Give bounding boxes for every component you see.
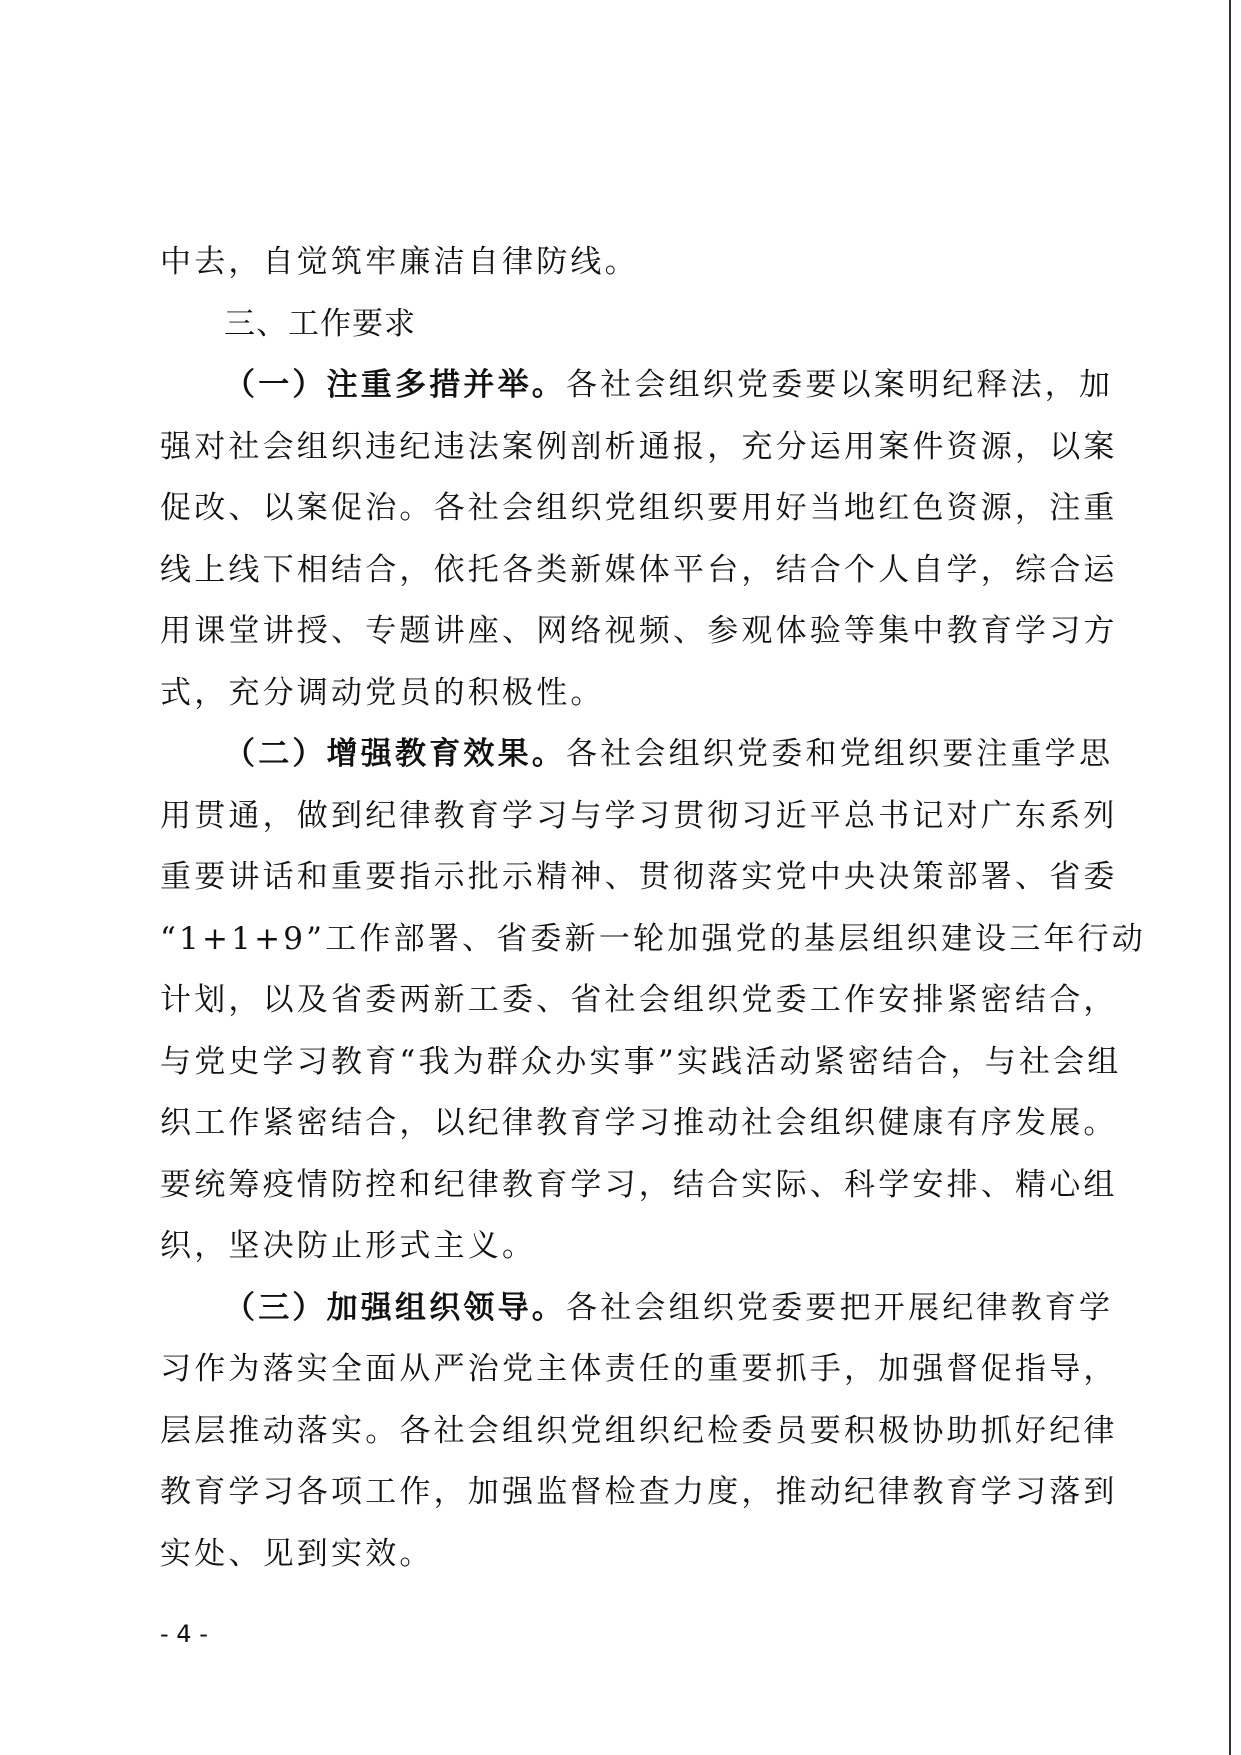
body-line: “1+1+9”工作部署、省委新一轮加强党的基层组织建设三年行动 xyxy=(160,920,1147,957)
body-text: 各社会组织党委要以案明纪释法，加 xyxy=(566,367,1114,403)
body-line: 式，充分调动党员的积极性。 xyxy=(160,674,605,711)
subheading-1: （一）注重多措并举。 xyxy=(224,367,566,403)
page-number: - 4 - xyxy=(160,1620,208,1648)
body-line: 教育学习各项工作，加强监督检查力度，推动纪律教育学习落到 xyxy=(160,1474,1118,1510)
body-line: 要统筹疫情防控和纪律教育学习，结合实际、科学安排、精心组 xyxy=(160,1166,1118,1203)
body-line: 层层推动落实。各社会组织党组织纪检委员要积极协助抓好纪律 xyxy=(160,1412,1118,1449)
document-page xyxy=(160,232,1147,1585)
paragraph-start xyxy=(160,1278,1114,1340)
subheading-2: （二）增强教育效果。 xyxy=(224,736,566,772)
body-line: 计划，以及省委两新工委、省社会组织党委工作安排紧密结合， xyxy=(160,982,1118,1018)
body-line: 线上线下相结合，依托各类新媒体平台，结合个人自学，综合运 xyxy=(160,551,1118,588)
body-line: 重要讲话和重要指示批示精神、贯彻落实党中央决策部署、省委 xyxy=(160,859,1118,895)
body-line: 强对社会组织违纪违法案例剖析通报，充分运用案件资源，以案 xyxy=(160,428,1118,465)
body-line: 织工作紧密结合，以纪律教育学习推动社会组织健康有序发展。 xyxy=(160,1105,1118,1141)
subheading-3: （三）加强组织领导。 xyxy=(224,1289,566,1326)
body-line: 促改、以案促治。各社会组织党组织要用好当地红色资源，注重 xyxy=(160,490,1118,526)
section-heading: 三、工作要求 xyxy=(224,305,416,342)
body-line: 织，坚决防止形式主义。 xyxy=(160,1228,537,1264)
paragraph-start xyxy=(160,355,1114,417)
body-line: 用课堂讲授、专题讲座、网络视频、参观体验等集中教育学习方 xyxy=(160,613,1118,649)
body-line: 与党史学习教育“我为群众办实事”实践活动紧密结合，与社会组 xyxy=(160,1043,1122,1080)
body-line: 习作为落实全面从严治党主体责任的重要抓手，加强督促指导， xyxy=(160,1351,1118,1387)
scan-border-line xyxy=(1229,0,1231,1755)
body-line: 中去，自觉筑牢廉洁自律防线。 xyxy=(160,244,639,280)
body-text: 各社会组织党委和党组织要注重学思 xyxy=(566,736,1114,772)
body-line: 实处、见到实效。 xyxy=(160,1535,434,1572)
body-line: 用贯通，做到纪律教育学习与学习贯彻习近平总书记对广东系列 xyxy=(160,797,1118,834)
body-text: 各社会组织党委要把开展纪律教育学 xyxy=(566,1289,1114,1326)
paragraph-start xyxy=(160,724,1114,786)
